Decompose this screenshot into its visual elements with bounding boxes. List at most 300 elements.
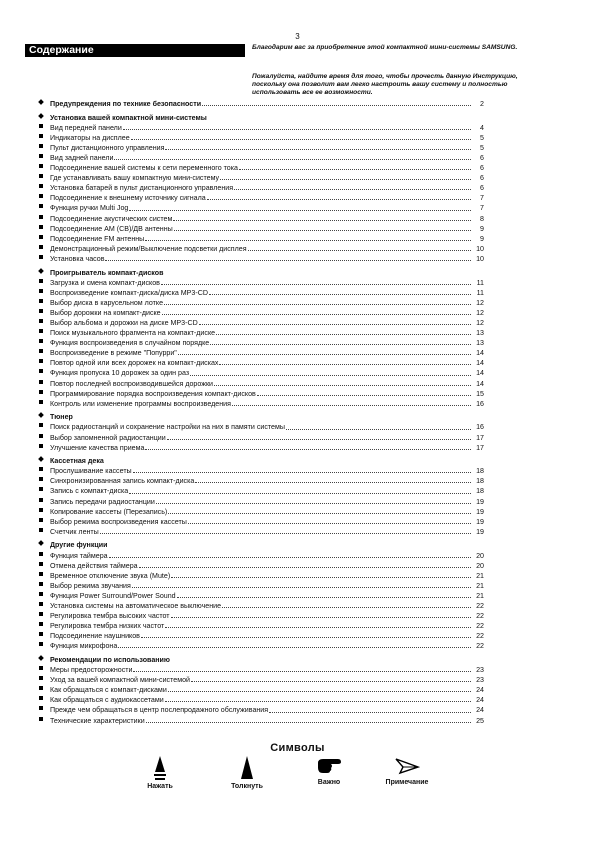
square-bullet-icon xyxy=(38,705,50,715)
toc-entry xyxy=(38,497,484,507)
toc-page-number: 11 xyxy=(476,288,484,297)
dot-leader xyxy=(165,148,471,150)
toc-entry-title: Воспроизведение компакт-диска/диска MP3-CD xyxy=(50,288,208,297)
toc-entry-title: Установка часов xyxy=(50,254,105,263)
push-arrow-icon xyxy=(240,755,254,781)
square-bullet-icon xyxy=(38,561,50,571)
toc-page-number: 21 xyxy=(476,581,484,590)
toc-entry-title: Проигрыватель компакт-дисков xyxy=(50,268,164,277)
dot-leader xyxy=(162,313,471,315)
toc-page-number: 9 xyxy=(480,224,484,233)
symbol-press xyxy=(125,755,195,790)
toc-heading xyxy=(38,268,484,278)
diamond-bullet-icon xyxy=(38,655,50,665)
square-bullet-icon xyxy=(38,173,50,183)
toc-entry-title: Счетчик ленты xyxy=(50,527,99,536)
diamond-bullet-icon xyxy=(38,99,50,109)
square-bullet-icon xyxy=(38,433,50,443)
square-bullet-icon xyxy=(38,308,50,318)
toc-entry-title: Выбор альбома и дорожки на диске MP3-CD xyxy=(50,318,198,327)
toc-page-number: 6 xyxy=(480,184,484,193)
table-of-contents xyxy=(38,99,484,729)
square-bullet-icon xyxy=(38,486,50,496)
toc-entry-title: Функция таймера xyxy=(50,551,108,560)
symbol-important xyxy=(294,755,364,786)
toc-section xyxy=(38,540,484,651)
toc-page-number: 17 xyxy=(476,443,484,452)
toc-entry-title: Предупреждения по технике безопасности xyxy=(50,100,202,108)
dot-leader xyxy=(177,596,471,598)
square-bullet-icon xyxy=(38,665,50,675)
dot-leader xyxy=(269,711,471,713)
square-bullet-icon xyxy=(38,163,50,173)
toc-entry-title: Выбор диска в карусельном лотке xyxy=(50,298,164,307)
toc-page-number: 19 xyxy=(476,507,484,516)
toc-entry xyxy=(38,163,484,173)
dot-leader xyxy=(109,556,471,558)
toc-page-number: 12 xyxy=(476,318,484,327)
toc-page-number: 22 xyxy=(476,622,484,631)
dot-leader xyxy=(132,586,471,588)
toc-entry-title: Подсоединение наушников xyxy=(50,632,140,641)
toc-entry xyxy=(38,466,484,476)
toc-entry xyxy=(38,476,484,486)
toc-entry-title: Выбор дорожки на компакт-диске xyxy=(50,308,161,317)
dot-leader xyxy=(145,239,471,241)
dot-leader xyxy=(129,209,471,211)
toc-entry-title: Демонстрационный режим/Выключение подсветки дисплея xyxy=(50,244,247,253)
square-bullet-icon xyxy=(38,497,50,507)
toc-heading xyxy=(38,113,484,123)
toc-entry-title: Отмена действия таймера xyxy=(50,561,138,570)
toc-page-number: 16 xyxy=(476,423,484,432)
dot-leader xyxy=(216,333,471,335)
toc-entry xyxy=(38,234,484,244)
dot-leader xyxy=(100,532,471,534)
toc-entry xyxy=(38,288,484,298)
toc-entry xyxy=(38,571,484,581)
dot-leader xyxy=(199,323,471,325)
toc-entry-title: Другие функции xyxy=(50,541,108,550)
toc-entry xyxy=(38,611,484,621)
dot-leader xyxy=(129,492,471,494)
toc-entry xyxy=(38,621,484,631)
toc-title: Содержание xyxy=(25,44,245,57)
square-bullet-icon xyxy=(38,476,50,486)
toc-page-number: 24 xyxy=(476,696,484,705)
dot-leader xyxy=(195,481,471,483)
dot-leader xyxy=(209,293,471,295)
dot-leader xyxy=(248,249,471,251)
toc-page-number: 22 xyxy=(476,642,484,651)
toc-heading xyxy=(38,655,484,665)
square-bullet-icon xyxy=(38,214,50,224)
dot-leader xyxy=(188,522,471,524)
dot-leader xyxy=(173,219,471,221)
dot-leader xyxy=(202,104,471,106)
toc-entry-title: Функция воспроизведения в случайном порядке xyxy=(50,339,210,348)
toc-entry-title: Улучшение качества приема xyxy=(50,443,145,452)
symbol-label: Примечание xyxy=(385,779,429,786)
toc-page-number: 14 xyxy=(476,379,484,388)
square-bullet-icon xyxy=(38,193,50,203)
square-bullet-icon xyxy=(38,203,50,213)
dot-leader xyxy=(164,303,471,305)
toc-entry-title: Копирование кассеты (Перезапись) xyxy=(50,507,168,516)
dot-leader xyxy=(190,374,471,376)
toc-entry xyxy=(38,143,484,153)
dot-leader xyxy=(239,168,471,170)
symbol-label: Нажать xyxy=(147,783,173,790)
toc-entry-title: Повтор одной или всех дорожек на компакт-дисках xyxy=(50,359,219,368)
square-bullet-icon xyxy=(38,123,50,133)
toc-entry xyxy=(38,443,484,453)
toc-page-number: 18 xyxy=(476,487,484,496)
symbols-title: Символы xyxy=(270,742,325,754)
toc-section xyxy=(38,99,484,109)
symbol-push xyxy=(212,755,282,790)
square-bullet-icon xyxy=(38,348,50,358)
square-bullet-icon xyxy=(38,244,50,254)
toc-page-number: 24 xyxy=(476,706,484,715)
toc-entry xyxy=(38,665,484,675)
diamond-bullet-icon xyxy=(38,540,50,550)
toc-page-number: 6 xyxy=(480,164,484,173)
square-bullet-icon xyxy=(38,254,50,264)
toc-entry xyxy=(38,389,484,399)
dot-leader xyxy=(139,566,471,568)
dot-leader xyxy=(210,343,471,345)
toc-page-number: 13 xyxy=(476,339,484,348)
toc-page-number: 21 xyxy=(476,591,484,600)
toc-entry xyxy=(38,328,484,338)
toc-entry xyxy=(38,318,484,328)
toc-entry xyxy=(38,433,484,443)
toc-entry-title: Рекомендации по использованию xyxy=(50,655,170,664)
square-bullet-icon xyxy=(38,183,50,193)
toc-heading xyxy=(38,412,484,422)
toc-entry xyxy=(38,685,484,695)
toc-entry xyxy=(38,278,484,288)
dot-leader xyxy=(161,283,471,285)
dot-leader xyxy=(118,646,471,648)
toc-page-number: 23 xyxy=(476,676,484,685)
diamond-bullet-icon xyxy=(38,113,50,123)
square-bullet-icon xyxy=(38,422,50,432)
diamond-bullet-icon xyxy=(38,456,50,466)
square-bullet-icon xyxy=(38,527,50,537)
toc-page-number: 5 xyxy=(480,143,484,152)
toc-entry-title: Функция микрофона xyxy=(50,642,118,651)
diamond-bullet-icon xyxy=(38,268,50,278)
dot-leader xyxy=(133,670,471,672)
pointing-hand-icon xyxy=(316,755,342,777)
toc-entry xyxy=(38,641,484,651)
toc-page-number: 8 xyxy=(480,214,484,223)
square-bullet-icon xyxy=(38,581,50,591)
dot-leader xyxy=(165,626,471,628)
square-bullet-icon xyxy=(38,685,50,695)
square-bullet-icon xyxy=(38,143,50,153)
toc-entry xyxy=(38,123,484,133)
square-bullet-icon xyxy=(38,551,50,561)
dot-leader xyxy=(168,690,471,692)
toc-entry-title: Где устанавливать вашу компактную мини-систему xyxy=(50,174,220,183)
toc-entry-title: Выбор режима звучания xyxy=(50,581,131,590)
dot-leader xyxy=(214,384,471,386)
toc-page-number: 7 xyxy=(480,204,484,213)
toc-section xyxy=(38,268,484,409)
toc-page-number: 5 xyxy=(480,133,484,142)
dot-leader xyxy=(156,502,471,504)
toc-entry-title: Меры предосторожности xyxy=(50,666,133,675)
dot-leader xyxy=(145,448,471,450)
toc-page-number: 19 xyxy=(476,497,484,506)
toc-page-number: 15 xyxy=(476,389,484,398)
toc-entry-title: Подсоединение FM антенны xyxy=(50,234,145,243)
square-bullet-icon xyxy=(38,224,50,234)
toc-entry-title: Подсоединение акустических систем xyxy=(50,214,173,223)
toc-entry-title: Вид передней панели xyxy=(50,123,122,132)
toc-entry xyxy=(38,203,484,213)
toc-entry xyxy=(38,581,484,591)
square-bullet-icon xyxy=(38,399,50,409)
dot-leader xyxy=(171,616,471,618)
toc-entry xyxy=(38,527,484,537)
square-bullet-icon xyxy=(38,318,50,328)
symbol-label: Толкнуть xyxy=(231,783,263,790)
square-bullet-icon xyxy=(38,379,50,389)
dot-leader xyxy=(257,394,471,396)
toc-entry xyxy=(38,308,484,318)
toc-entry-title: Индикаторы на дисплее xyxy=(50,133,130,142)
toc-entry-title: Подсоединение вашей системы к сети переменного тока xyxy=(50,164,238,173)
toc-entry xyxy=(38,561,484,571)
toc-entry xyxy=(38,224,484,234)
toc-page-number: 12 xyxy=(476,298,484,307)
square-bullet-icon xyxy=(38,278,50,288)
toc-entry-title: Поиск радиостанций и сохранение настройки на них в памяти системы xyxy=(50,423,285,432)
dot-leader xyxy=(168,512,471,514)
toc-page-number: 13 xyxy=(476,329,484,338)
square-bullet-icon xyxy=(38,675,50,685)
toc-entry-title: Кассетная дека xyxy=(50,457,104,466)
toc-entry xyxy=(38,379,484,389)
toc-entry-title: Контроль или изменение программы воспроизведения xyxy=(50,399,231,408)
toc-entry-title: Загрузка и смена компакт-дисков xyxy=(50,278,160,287)
toc-entry-title: Технические характеристики xyxy=(50,716,145,725)
toc-entry xyxy=(38,338,484,348)
toc-entry xyxy=(38,422,484,432)
square-bullet-icon xyxy=(38,716,50,726)
toc-page-number: 22 xyxy=(476,602,484,610)
dot-leader xyxy=(207,198,471,200)
toc-page-number: 16 xyxy=(476,399,484,408)
toc-entry-title: Регулировка тембра низких частот xyxy=(50,622,165,631)
toc-page-number: 24 xyxy=(476,686,484,695)
toc-entry xyxy=(38,695,484,705)
toc-entry-title: Функция пропуска 10 дорожек за один раз xyxy=(50,369,190,378)
toc-entry xyxy=(38,254,484,264)
toc-entry-title: Подсоединение к внешнему источнику сигнала xyxy=(50,194,206,203)
toc-entry-title: Установка системы на автоматическое выключение xyxy=(50,602,222,610)
square-bullet-icon xyxy=(38,389,50,399)
toc-page-number: 4 xyxy=(480,123,484,132)
toc-entry-title: Регулировка тембра высоких частот xyxy=(50,612,170,621)
press-arrow-icon xyxy=(153,755,167,781)
dot-leader xyxy=(222,606,471,608)
square-bullet-icon xyxy=(38,695,50,705)
toc-page-number: 2 xyxy=(480,100,484,108)
toc-page-number: 20 xyxy=(476,551,484,560)
toc-entry-title: Выбор режима воспроизведения кассеты xyxy=(50,517,187,526)
intro-thanks: Благодарим вас за приобретение этой компактной мини-системы SAMSUNG. xyxy=(252,44,518,51)
toc-entry xyxy=(38,591,484,601)
square-bullet-icon xyxy=(38,641,50,651)
toc-entry-title: Поиск музыкального фрагмента на компакт-диске xyxy=(50,329,216,338)
dot-leader xyxy=(171,576,471,578)
note-pen-icon xyxy=(394,755,420,777)
toc-entry xyxy=(38,193,484,203)
dot-leader xyxy=(133,471,471,473)
toc-page-number: 22 xyxy=(476,632,484,641)
dot-leader xyxy=(167,438,471,440)
toc-entry-title: Прослушивание кассеты xyxy=(50,467,132,476)
toc-page-number: 9 xyxy=(480,234,484,243)
square-bullet-icon xyxy=(38,234,50,244)
toc-page-number: 17 xyxy=(476,433,484,442)
toc-entry xyxy=(38,358,484,368)
toc-page-number: 6 xyxy=(480,153,484,162)
toc-section xyxy=(38,456,484,537)
toc-entry-title: Пульт дистанционного управления xyxy=(50,143,165,152)
symbol-note xyxy=(372,755,442,786)
square-bullet-icon xyxy=(38,368,50,378)
dot-leader xyxy=(105,259,471,261)
toc-page-number: 10 xyxy=(476,254,484,263)
square-bullet-icon xyxy=(38,328,50,338)
toc-entry-title: Прежде чем обращаться в центр послепродажного обслуживания xyxy=(50,706,269,715)
dot-leader xyxy=(234,188,471,190)
toc-entry-title: Временное отключение звука (Mute) xyxy=(50,571,171,580)
toc-heading xyxy=(38,99,484,109)
toc-entry-title: Уход за вашей компактной мини-системой xyxy=(50,676,190,685)
toc-page-number: 7 xyxy=(480,194,484,203)
toc-entry xyxy=(38,214,484,224)
diamond-bullet-icon xyxy=(38,412,50,422)
toc-page-number: 19 xyxy=(476,527,484,536)
toc-entry xyxy=(38,601,484,611)
title-rule xyxy=(25,56,245,57)
toc-entry-title: Синхронизированная запись компакт-диска xyxy=(50,477,195,486)
dot-leader xyxy=(191,680,471,682)
dot-leader xyxy=(219,363,471,365)
toc-page-number: 12 xyxy=(476,308,484,317)
toc-entry xyxy=(38,517,484,527)
square-bullet-icon xyxy=(38,466,50,476)
toc-page-number: 18 xyxy=(476,467,484,476)
square-bullet-icon xyxy=(38,153,50,163)
toc-entry xyxy=(38,631,484,641)
toc-entry xyxy=(38,705,484,715)
square-bullet-icon xyxy=(38,591,50,601)
dot-leader xyxy=(174,229,471,231)
dot-leader xyxy=(178,353,471,355)
toc-entry xyxy=(38,551,484,561)
dot-leader xyxy=(146,721,471,723)
toc-section xyxy=(38,412,484,452)
dot-leader xyxy=(141,636,471,638)
square-bullet-icon xyxy=(38,571,50,581)
toc-entry xyxy=(38,173,484,183)
square-bullet-icon xyxy=(38,358,50,368)
toc-heading xyxy=(38,456,484,466)
toc-entry xyxy=(38,244,484,254)
toc-page-number: 14 xyxy=(476,349,484,358)
dot-leader xyxy=(131,138,471,140)
dot-leader xyxy=(123,128,471,130)
toc-heading xyxy=(38,540,484,550)
intro-please-read: Пожалуйста, найдите время для того, чтобы прочесть данную Инструкцию, поскольку она позволит вам легко настроить вашу систему и полностью использовать все ее возможности. xyxy=(252,73,518,97)
toc-entry-title: Воспроизведение в режиме "Попурри" xyxy=(50,349,177,358)
toc-entry xyxy=(38,368,484,378)
square-bullet-icon xyxy=(38,611,50,621)
toc-entry xyxy=(38,675,484,685)
toc-entry-title: Запись передачи радиостанции xyxy=(50,497,155,506)
toc-entry-title: Функция ручки Multi Jog xyxy=(50,204,129,213)
dot-leader xyxy=(220,178,471,180)
toc-entry xyxy=(38,153,484,163)
square-bullet-icon xyxy=(38,517,50,527)
toc-page-number: 14 xyxy=(476,369,484,378)
toc-entry-title: Установка батарей в пульт дистанционного управления xyxy=(50,184,234,193)
toc-entry-title: Как обращаться с компакт-дисками xyxy=(50,686,167,695)
toc-section xyxy=(38,655,484,726)
dot-leader xyxy=(232,404,471,406)
toc-entry-title: Вид задней панели xyxy=(50,153,114,162)
toc-entry xyxy=(38,486,484,496)
dot-leader xyxy=(114,158,471,160)
toc-entry-title: Выбор запомненной радиостанции xyxy=(50,433,166,442)
toc-page-number: 21 xyxy=(476,571,484,580)
toc-entry-title: Запись с компакт-диска xyxy=(50,487,129,496)
toc-entry-title: Установка вашей компактной мини-системы xyxy=(50,113,207,122)
dot-leader xyxy=(165,700,471,702)
toc-page-number: 14 xyxy=(476,359,484,368)
toc-page-number: 22 xyxy=(476,612,484,621)
toc-entry xyxy=(38,298,484,308)
toc-entry xyxy=(38,399,484,409)
toc-page-number: 23 xyxy=(476,666,484,675)
toc-entry xyxy=(38,133,484,143)
square-bullet-icon xyxy=(38,631,50,641)
square-bullet-icon xyxy=(38,601,50,611)
toc-entry-title: Функция Power Surround/Power Sound xyxy=(50,591,176,600)
page-number: 3 xyxy=(295,32,300,41)
square-bullet-icon xyxy=(38,338,50,348)
toc-entry xyxy=(38,716,484,726)
symbol-label: Важно xyxy=(317,779,341,786)
toc-page-number: 20 xyxy=(476,561,484,570)
square-bullet-icon xyxy=(38,298,50,308)
toc-entry-title: Подсоединение АМ (СВ)/ДВ антенны xyxy=(50,224,173,233)
square-bullet-icon xyxy=(38,507,50,517)
dot-leader xyxy=(286,428,471,430)
toc-entry-title: Тюнер xyxy=(50,413,73,422)
toc-page-number: 18 xyxy=(476,477,484,486)
toc-entry-title: Программирование порядка воспроизведения компакт-дисков xyxy=(50,389,256,398)
toc-entry xyxy=(38,183,484,193)
